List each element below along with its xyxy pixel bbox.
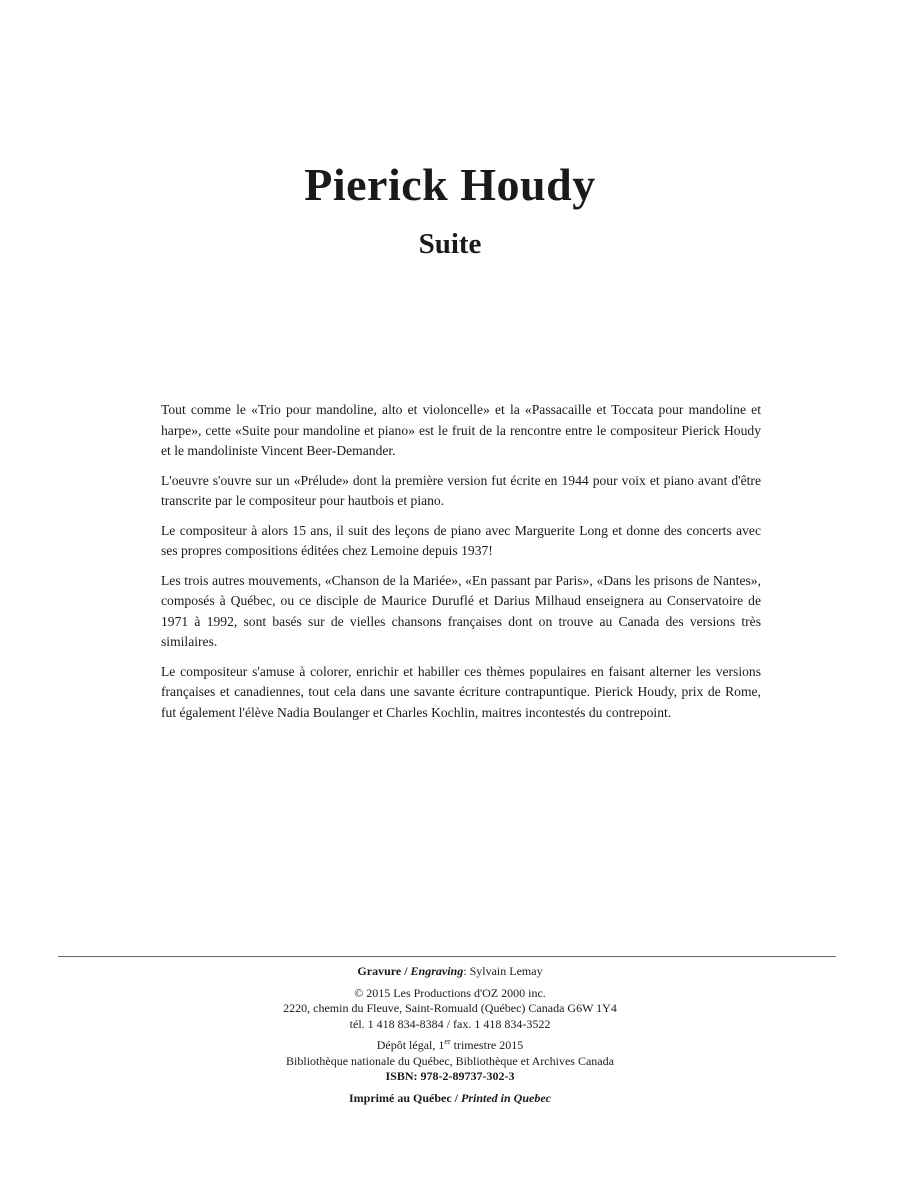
- isbn-text: ISBN: 978-2-89737-302-3: [385, 1069, 515, 1083]
- notes-paragraph: Le compositeur s'amuse à colorer, enrichir et habiller ces thèmes populaires en faisant alterner les versions françaises et canadiennes, tout cela dans une savante écriture contrapuntique. Pierick Houdy, prix de Rome, fut également l'élève Nadia Boulanger et Charles Kochlin, maitres incontestés du contrepoint.: [161, 663, 761, 720]
- colophon-divider: [58, 956, 836, 957]
- colophon: [0, 964, 900, 1106]
- program-notes: [161, 400, 761, 732]
- engraving-colon: :: [463, 964, 470, 978]
- legal-deposit-suffix: trimestre 2015: [450, 1038, 524, 1052]
- notes-paragraph: L'oeuvre s'ouvre sur un «Prélude» dont la première version fut écrite en 1944 pour voix et piano avant d'être transcrite par le compositeur pour hautbois et piano.: [161, 472, 761, 508]
- engraver-name: Sylvain Lemay: [469, 964, 543, 978]
- engraving-credit: [0, 964, 900, 980]
- publisher-phone: tél. 1 418 834-8384 / fax. 1 418 834-3522: [349, 1016, 551, 1031]
- printed-en: Printed in Quebec: [461, 1090, 551, 1105]
- printed-separator: /: [451, 1090, 461, 1105]
- publisher-address: 2220, chemin du Fleuve, Saint-Romuald (Québec) Canada G6W 1Y4: [283, 1001, 617, 1015]
- printed-fr: Imprimé au Québec: [349, 1090, 452, 1105]
- legal-deposit-sup: er: [444, 1037, 451, 1046]
- engraving-label-fr: Gravure: [357, 964, 402, 978]
- notes-paragraph: Tout comme le «Trio pour mandoline, alto et violoncelle» et la «Passacaille et Toccata pour mandoline et harpe», cette «Suite pour mandoline et piano» est le fruit de la rencontre entre le compositeur Pierick Houdy et le mandoliniste Vincent Beer-Demander.: [161, 402, 761, 458]
- legal-deposit: [0, 1038, 900, 1054]
- composer-name: Pierick Houdy: [304, 159, 596, 210]
- notes-paragraph: Le compositeur à alors 15 ans, il suit des leçons de piano avec Marguerite Long et donne des concerts avec ses propres compositions éditées chez Lemoine depuis 1937!: [161, 522, 761, 558]
- notes-paragraph: Les trois autres mouvements, «Chanson de la Mariée», «En passant par Paris», «Dans les prisons de Nantes», composés à Québec, ou ce disciple de Maurice Duruflé et Darius Milhaud enseignera au Conservatoire de 1971 à 1992, sont basés sur de vielles chansons françaises dont on trouve au Canada des versions très similaires.: [161, 572, 761, 649]
- copyright-line: © 2015 Les Productions d'OZ 2000 inc.: [354, 985, 546, 1000]
- engraving-separator: /: [401, 964, 411, 978]
- engraving-label-en: Engraving: [410, 964, 464, 978]
- work-title: Suite: [418, 228, 482, 260]
- printed-line: [0, 1091, 900, 1107]
- libraries-line: Bibliothèque nationale du Québec, Bibliothèque et Archives Canada: [286, 1053, 614, 1068]
- legal-deposit-prefix: Dépôt légal, 1: [376, 1038, 445, 1052]
- isbn: [0, 1069, 900, 1085]
